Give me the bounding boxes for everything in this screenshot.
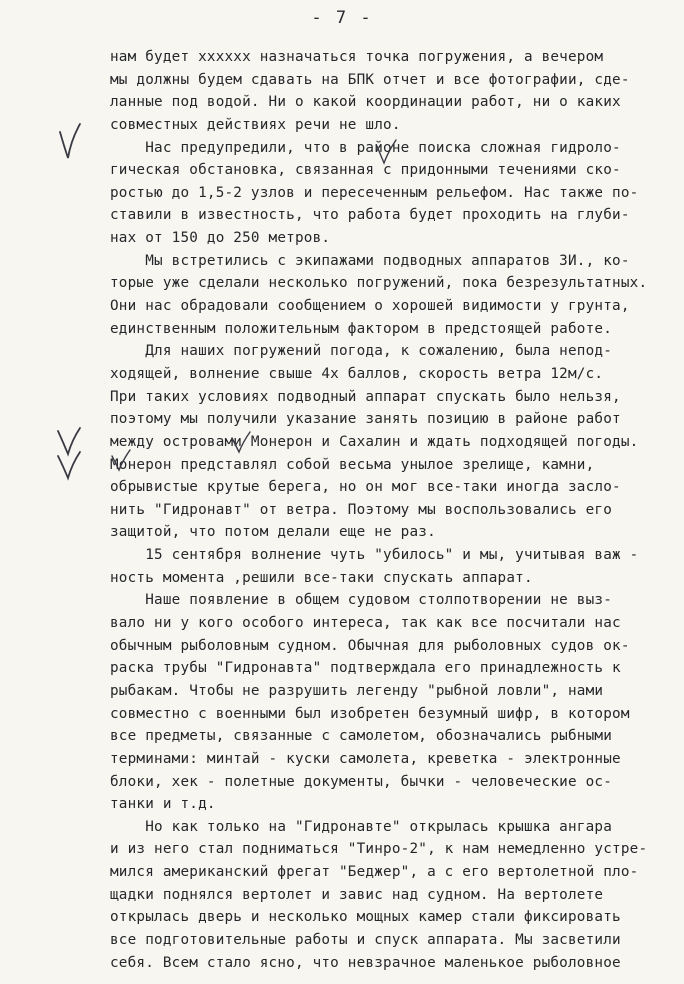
text-line: торые уже сделали несколько погружений, пока безрезультатных. <box>110 275 648 292</box>
text-line: открылась дверь и несколько мощных камер стали фиксировать <box>110 909 621 926</box>
text-line: Для наших погружений погода, к сожалению, была непод- <box>110 343 613 360</box>
text-line: Монерон представлял собой весьма унылое зрелище, камни, <box>110 456 595 473</box>
text-line: танки и т.д. <box>110 796 216 813</box>
text-line: Мы встретились с экипажами подводных аппаратов ЗИ., ко- <box>110 252 630 269</box>
text-line: все предметы, связанные с самолетом, обозначались рыбными <box>110 728 613 745</box>
text-line: защитой, что потом делали еще не раз. <box>110 524 436 541</box>
text-line: вало ни у кого особого интереса, так как все посчитали нас <box>110 615 621 632</box>
margin-check-mark <box>58 428 80 454</box>
text-line: нах от 150 до 250 метров. <box>110 230 331 247</box>
text-line: поэтому мы получили указание занять позицию в районе работ <box>110 411 621 428</box>
page-number: - 7 - <box>311 8 373 28</box>
text-line: 15 сентября волнение чуть "убилось" и мы, учитывая важ - <box>110 547 639 564</box>
text-line: нам будет хххххх назначаться точка погружения, а вечером <box>110 49 604 65</box>
text-line: Они нас обрадовали сообщением о хорошей видимости у грунта, <box>110 298 630 315</box>
text-line: рыбакам. Чтобы не разрушить легенду "рыбной ловли", нами <box>110 682 604 699</box>
text-line: совместно с военными был изобретен безумный шифр, в котором <box>110 705 630 722</box>
text-line: ланные под водой. Ни о какой координации работ, ни о каких <box>110 94 621 111</box>
text-line: себя. Всем стало ясно, что невзрачное маленькое рыболовное <box>110 954 621 971</box>
text-line: раска трубы "Гидронавта" подтверждала его принадлежность к <box>110 660 621 677</box>
text-line: совместных действиях речи не шло. <box>110 116 401 133</box>
text-line: блоки, хек - полетные документы, бычки - человеческие ос- <box>110 773 613 790</box>
margin-check-mark <box>60 124 80 158</box>
text-line: между островами Монерон и Сахалин и ждать подходящей погоды. <box>110 433 639 450</box>
text-line: и из него стал подниматься "Тинро-2", к нам немедленно устре- <box>110 841 648 858</box>
typed-text-body <box>110 46 680 974</box>
text-line: Но как только на "Гидронавте" открылась крышка ангара <box>110 818 613 835</box>
text-line: Нас предупредили, что в районе поиска сложная гидроло- <box>110 139 621 156</box>
text-line: все подготовительные работы и спуск аппарата. Мы засветили <box>110 931 621 948</box>
text-line: нить "Гидронавт" от ветра. Поэтому мы воспользовались его <box>110 501 613 518</box>
text-line: Наше появление в общем судовом столпотворении не выз- <box>110 592 613 609</box>
text-line: обрывистые крутые берега, но он мог все-таки иногда засло- <box>110 479 621 496</box>
text-line: терминами: минтай - куски самолета, креветка - электронные <box>110 750 621 767</box>
text-line: гическая обстановка, связанная с придонными течениями ско- <box>110 162 621 179</box>
margin-check-mark <box>58 452 80 478</box>
text-line: ность момента ,решили все-таки спускать аппарат. <box>110 569 533 586</box>
text-line: мы должны будем сдавать на БПК отчет и все фотографии, сде- <box>110 71 630 88</box>
text-line: мился американский фрегат "Беджер", а с его вертолетной пло- <box>110 864 639 881</box>
text-line: ставили в известность, что работа будет проходить на глуби- <box>110 207 630 224</box>
text-line: ходящей, волнение свыше 4х баллов, скорость ветра 12м/с. <box>110 365 604 382</box>
text-line: обычным рыболовным судном. Обычная для рыболовных судов ок- <box>110 637 630 654</box>
text-line: При таких условиях подводный аппарат спускать было нельзя, <box>110 388 621 405</box>
text-line: единственным положительным фактором в предстоящей работе. <box>110 320 613 337</box>
text-line: ростью до 1,5-2 узлов и пересеченным рельефом. Нас также по- <box>110 184 639 201</box>
text-line: щадки поднялся вертолет и завис над судном. На вертолете <box>110 886 604 903</box>
